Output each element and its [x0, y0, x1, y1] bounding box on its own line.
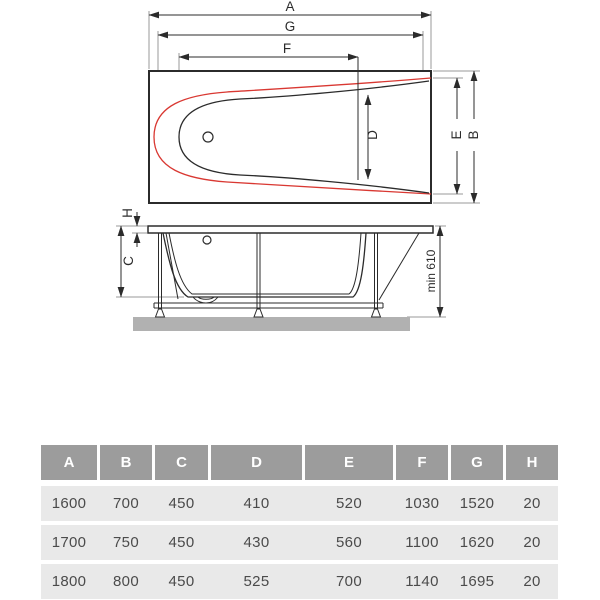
table-cell: 1520	[459, 495, 495, 512]
header-cell-h: H	[506, 445, 558, 480]
table-cell: 430	[243, 534, 270, 551]
table-cell: 450	[168, 495, 195, 512]
dim-label-c: C	[121, 256, 136, 266]
header-cell-b: B	[100, 445, 152, 480]
dimensions-table-header	[41, 445, 558, 480]
table-cell: 1030	[404, 495, 440, 512]
table-cell: 1695	[459, 573, 495, 590]
table-row	[41, 564, 558, 599]
drain-fitting	[193, 297, 218, 303]
tub-body-inner-wall	[169, 233, 361, 294]
header-cell-e: E	[305, 445, 393, 480]
floor	[133, 317, 410, 331]
table-cell: 1140	[405, 573, 439, 590]
support-rail	[154, 303, 383, 308]
table-row	[41, 525, 558, 560]
table-cell: 700	[336, 573, 362, 590]
header-cell-g: G	[451, 445, 503, 480]
dim-label-e: E	[449, 130, 464, 140]
dim-label-f: F	[282, 41, 292, 56]
table-cell: 700	[113, 495, 139, 512]
side-view	[116, 208, 446, 331]
top-view	[149, 0, 481, 203]
dim-label-g: G	[284, 19, 296, 34]
table-cell: 1100	[405, 534, 439, 551]
dim-label-a: A	[285, 0, 295, 14]
drain-hole-top-view	[203, 132, 213, 142]
table-cell: 20	[523, 495, 541, 512]
table-cell: 1620	[459, 534, 495, 551]
table-cell: 410	[243, 495, 270, 512]
table-cell: 520	[336, 495, 362, 512]
table-row	[41, 486, 558, 521]
dim-label-min-height: min 610	[424, 249, 438, 293]
table-cell: 20	[523, 573, 541, 590]
header-cell-a: A	[41, 445, 97, 480]
overflow-hole-side-view	[203, 236, 211, 244]
table-cell: 750	[113, 534, 139, 551]
rim-slab	[148, 226, 433, 233]
tub-rim-outline	[149, 71, 431, 203]
dim-label-h: H	[120, 208, 135, 218]
table-cell: 800	[113, 573, 139, 590]
table-cell: 450	[168, 534, 195, 551]
tub-body-outer-wall	[163, 233, 366, 297]
header-cell-c: C	[155, 445, 208, 480]
dim-label-b: B	[466, 130, 481, 140]
dim-label-d: D	[365, 130, 380, 140]
table-cell: 1800	[51, 573, 87, 590]
table-cell: 1700	[51, 534, 87, 551]
table-cell: 1600	[51, 495, 87, 512]
table-cell: 525	[243, 573, 270, 590]
table-cell: 450	[168, 573, 195, 590]
header-cell-d: D	[211, 445, 302, 480]
header-cell-f: F	[396, 445, 448, 480]
table-cell: 20	[523, 534, 541, 551]
table-cell: 560	[336, 534, 362, 551]
adjustable-feet	[156, 309, 381, 317]
dimensions-table	[41, 445, 558, 600]
